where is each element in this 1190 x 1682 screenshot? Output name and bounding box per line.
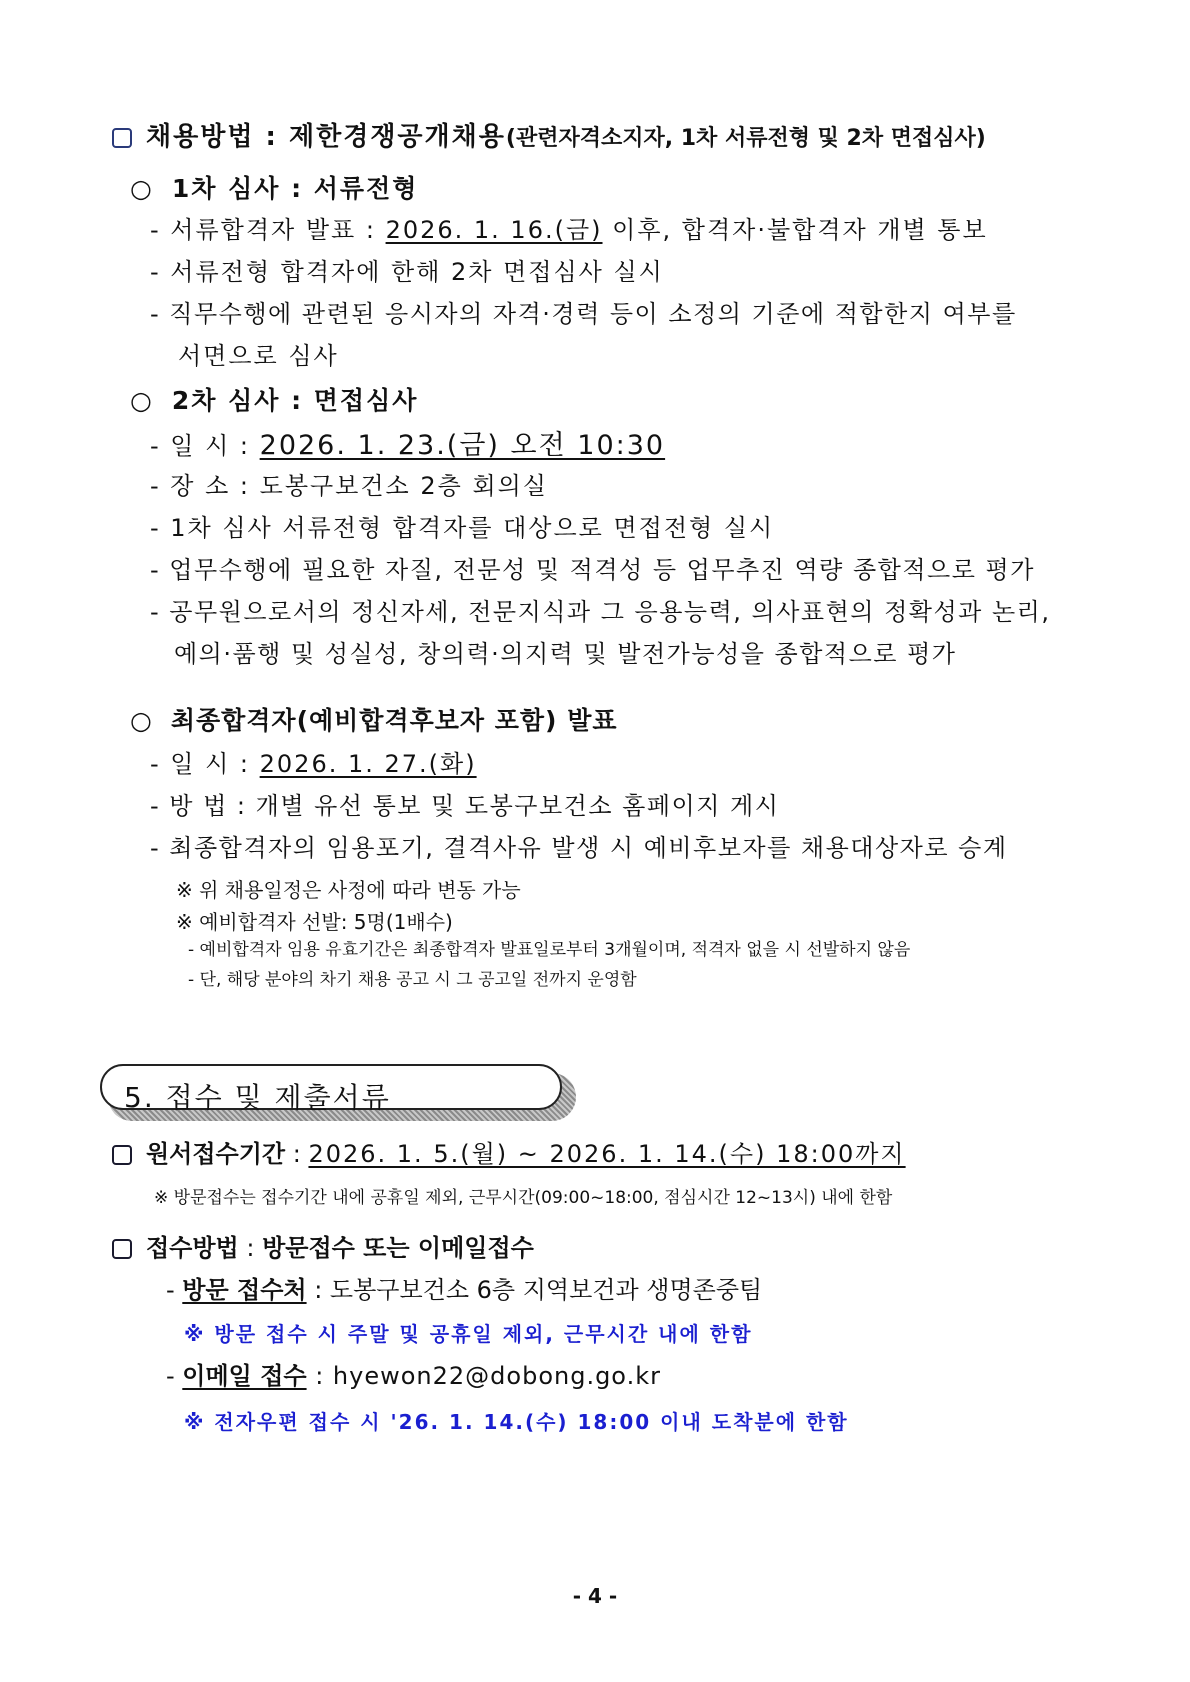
email-line — [166, 1364, 661, 1388]
first-announce-date: 2026. 1. 16.(금) — [385, 216, 603, 244]
final-note3: - 예비합격자 임용 유효기간은 최종합격자 발표일로부터 3개월이며, 적격자 없을 시 선발하지 않음 — [188, 940, 911, 960]
square-bullet-icon — [112, 1239, 132, 1259]
visit-note: ※ 방문 접수 시 주말 및 공휴일 제외, 근무시간 내에 한함 — [184, 1322, 753, 1346]
second-review-title: 2차 심사 : 면접심사 — [171, 386, 419, 415]
heading-face — [100, 1064, 562, 1114]
final-date-prefix: - 일 시 : — [150, 750, 260, 778]
first-announce-prefix: - 서류합격자 발표 : — [150, 216, 386, 244]
method-line — [112, 1236, 534, 1260]
first-line3-cont: 서면으로 심사 — [178, 342, 339, 370]
visit-line — [166, 1278, 762, 1302]
period-line — [112, 1142, 906, 1166]
second-line5-cont: 예의·품행 및 성실성, 창의력·의지력 및 발전가능성을 종합적으로 평가 — [174, 640, 957, 668]
final-line3: - 최종합격자의 임용포기, 결격사유 발생 시 예비후보자를 채용대상자로 승계 — [150, 834, 1008, 862]
email-note: ※ 전자우편 접수 시 '26. 1. 14.(수) 18:00 이내 도착분에 한함 — [184, 1410, 849, 1434]
second-review-heading — [130, 388, 418, 413]
first-line3: - 직무수행에 관련된 응시자의 자격·경력 등이 소정의 기준에 적합한지 여부를 — [150, 300, 1017, 328]
final-note1: ※ 위 채용일정은 사정에 따라 변동 가능 — [176, 878, 521, 902]
period-sep: : — [285, 1140, 309, 1168]
method-sep: : — [238, 1234, 263, 1262]
circle-bullet-icon: ○ — [130, 386, 154, 415]
final-date-value: 2026. 1. 27.(화) — [259, 750, 477, 778]
visit-dash: - — [166, 1276, 183, 1304]
final-heading — [130, 708, 618, 733]
page-number: - 4 - — [572, 1584, 618, 1608]
first-review-heading — [130, 176, 418, 201]
period-note: ※ 방문접수는 접수기간 내에 공휴일 제외, 근무시간(09:00~18:00, 점심시간 12~13시) 내에 한함 — [154, 1188, 893, 1208]
final-date-line — [150, 752, 477, 776]
final-title: 최종합격자(예비합격후보자 포함) 발표 — [170, 706, 618, 735]
visit-value: : 도봉구보건소 6층 지역보건과 생명존중팀 — [306, 1276, 763, 1304]
final-method: - 방 법 : 개별 유선 통보 및 도봉구보건소 홈페이지 게시 — [150, 792, 780, 820]
first-announce-suffix: 이후, 합격자·불합격자 개별 통보 — [602, 216, 988, 244]
period-value: 2026. 1. 5.(월) ~ 2026. 1. 14.(수) 18:00까지 — [308, 1140, 906, 1168]
second-line5: - 공무원으로서의 정신자세, 전문지식과 그 응용능력, 의사표현의 정확성과 논리, — [150, 598, 1051, 626]
method-value: 방문접수 또는 이메일접수 — [262, 1234, 534, 1262]
final-note2: ※ 예비합격자 선발: 5명(1배수) — [176, 910, 453, 934]
square-bullet-icon — [112, 1145, 132, 1165]
second-place: - 장 소 : 도봉구보건소 2층 회의실 — [150, 472, 548, 500]
circle-bullet-icon: ○ — [130, 174, 154, 203]
second-date-line — [150, 432, 665, 459]
method-title-note: (관련자격소지자, 1차 서류전형 및 2차 면접심사) — [505, 126, 986, 151]
second-line4: - 업무수행에 필요한 자질, 전문성 및 적격성 등 업무추진 역량 종합적으로 평가 — [150, 556, 1035, 584]
email-dash: - — [166, 1362, 183, 1390]
period-label: 원서접수기간 — [146, 1140, 286, 1168]
square-bullet-icon — [112, 128, 132, 148]
email-label: 이메일 접수 — [182, 1362, 307, 1390]
method-heading — [112, 124, 986, 150]
second-date-value: 2026. 1. 23.(금) 오전 10:30 — [259, 430, 666, 461]
method-label: 접수방법 — [146, 1234, 239, 1262]
circle-bullet-icon: ○ — [130, 706, 153, 735]
first-announce-line — [150, 218, 988, 242]
first-review-title: 1차 심사 : 서류전형 — [171, 174, 419, 203]
second-date-prefix: - 일 시 : — [150, 432, 260, 460]
final-note4: - 단, 해당 분야의 차기 채용 공고 시 그 공고일 전까지 운영함 — [188, 970, 637, 990]
method-title: 채용방법 : 제한경쟁공개채용 — [146, 122, 506, 152]
visit-label: 방문 접수처 — [182, 1276, 307, 1304]
first-line2: - 서류전형 합격자에 한해 2차 면접심사 실시 — [150, 258, 664, 286]
section5-heading-box — [100, 1064, 572, 1114]
second-line3: - 1차 심사 서류전형 합격자를 대상으로 면접전형 실시 — [150, 514, 775, 542]
section5-heading: 5. 접수 및 제출서류 — [124, 1081, 391, 1114]
email-value: : hyewon22@dobong.go.kr — [306, 1362, 661, 1390]
